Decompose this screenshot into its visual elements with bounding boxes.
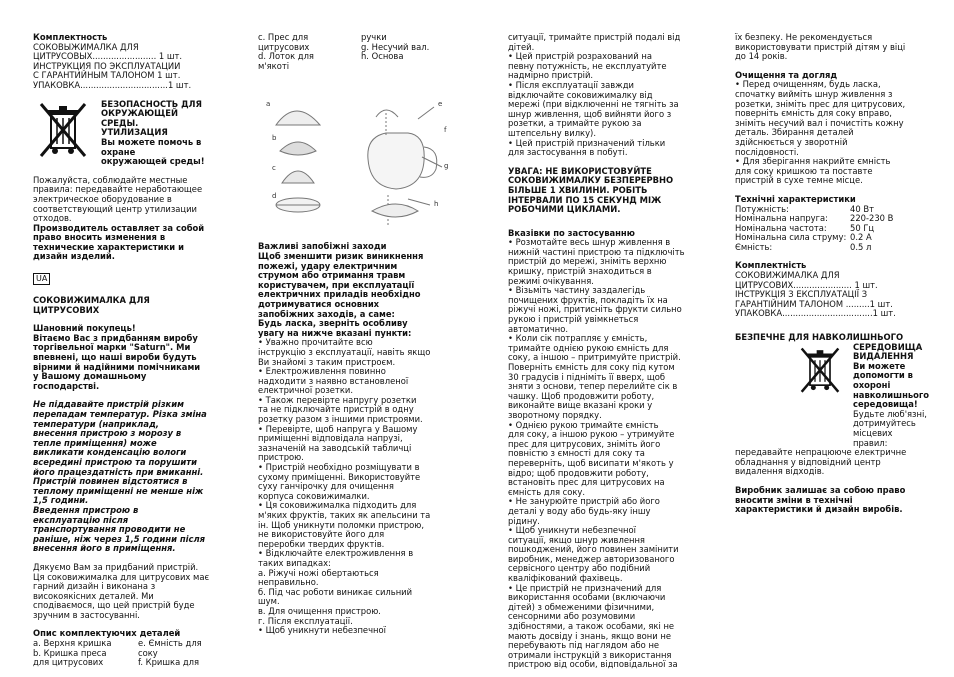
safety-line: в. Для очищення пристрою.: [258, 605, 381, 616]
warning-line: перепадам температур. Різка зміна: [33, 409, 207, 419]
safety-line: ситуації, тримайте пристрій подалі від: [508, 32, 681, 42]
diagram-label-e: e: [438, 100, 443, 109]
safety-line: пристрою.: [258, 452, 304, 463]
part-item: b. Кришка преса: [33, 647, 107, 658]
safety-title-line: дотримуватися основних: [258, 298, 380, 309]
thanks-line: гарний дизайн і виконана з: [33, 581, 156, 592]
usage-line: ріжучі ножі, притисніть фрукти сильно: [508, 304, 682, 315]
part-item: e. Ємність для: [138, 638, 202, 649]
usage-line: здібностями, а також особами, які не: [508, 621, 675, 632]
kit-list-ua: [735, 271, 925, 319]
warning-line: експлуатацію після: [33, 514, 129, 525]
crossed-bin-icon: [795, 343, 845, 449]
usage-line: • Щоб уникнути небезпечної: [508, 525, 636, 536]
diagram-label-f: f: [444, 126, 447, 135]
thanks-paragraph: [33, 563, 218, 621]
column-3: [508, 33, 698, 670]
tech-key: Номінальна напруга:: [735, 213, 828, 224]
kit-line: ЦИТРУСОВЫХ........................ 1 шт.: [33, 51, 183, 62]
safety-line: ін. Щоб уникнути поломки пристрою,: [258, 519, 425, 530]
safety-line: дітей.: [508, 41, 535, 52]
cleaning-title: Очищення та догляд: [735, 69, 838, 80]
kit-line: ИНСТРУКЦИЯ ПО ЭКСПЛУАТАЦИИ: [33, 60, 181, 71]
tech-specs-title: Технічні характеристики: [735, 193, 856, 204]
safety-line: інструкцію з експлуатації, навіть якщо: [258, 346, 431, 357]
part-item: g. Несучий вал.: [361, 41, 430, 52]
safety-line: відключайте соковижималку від: [508, 89, 653, 100]
eco-title-line: БЕЗПЕЧНЕ ДЛЯ НАВКОЛИШНЬОГО: [735, 332, 904, 343]
usage-line: мають досвіду і знань, якщо вони не: [508, 630, 671, 641]
usage-line: зворотному порядку.: [508, 409, 602, 420]
usage-line: рукою і пристрій увімкнеться: [508, 314, 639, 325]
language-code-badge: UA: [33, 273, 50, 285]
eco-title-line: БЕЗОПАСНОСТЬ ДЛЯ: [101, 98, 202, 109]
warning-line: Не піддавайте пристрій різким: [33, 399, 184, 410]
safety-line: приміщенні відповідала напрузі,: [258, 433, 403, 444]
parts-row: [258, 62, 463, 72]
safety-line: • Після експлуатації завжди: [508, 79, 634, 90]
part-item: для цитрусових: [33, 657, 104, 668]
maker-line: вносити зміни в технічні: [735, 494, 853, 505]
usage-line: • Не занурюйте пристрій або його: [508, 496, 660, 507]
kit-title-ua: Комплектність: [735, 260, 807, 271]
usage-line: використовувати пристрій дітям у віці: [735, 41, 906, 52]
cleaning-list: [735, 80, 925, 186]
kit-line: ГАРАНТІЙНИМ ТАЛОНОМ .........1 шт.: [735, 298, 893, 309]
usage-line: ситуації, якщо шнур живлення: [508, 534, 645, 545]
tech-key: Потужність:: [735, 203, 789, 214]
safety-line: неправильно.: [258, 577, 319, 588]
thanks-line: високоякісних деталей. Ми: [33, 590, 154, 601]
safety-line: таких випадках:: [258, 557, 331, 568]
safety-line: штепсельну вилку).: [508, 127, 596, 138]
safety-line: та не підключайте пристрій в одну: [258, 404, 414, 415]
safety-line: переробки твердих фруктів.: [258, 538, 385, 549]
usage-line: для соку, а іншою рукою – утримуйте: [508, 429, 675, 440]
usage-line: відро; щоб продовжити роботу,: [508, 467, 649, 478]
part-item: ручки: [361, 32, 387, 42]
maker-line: Производитель оставляет за собой: [33, 222, 205, 233]
thanks-line: Дякуємо Вам за придбаний пристрій.: [33, 561, 199, 572]
safety-line: • Відключайте електроживлення в: [258, 548, 414, 559]
tech-value: 50 Гц: [850, 222, 875, 233]
kit-title-ru: Комплектность: [33, 32, 108, 42]
usage-line: пошкоджений, його повинен замінити: [508, 544, 679, 555]
warning-line: всередині пристрою та порушити: [33, 456, 197, 467]
warning-line: ІНТЕРВАЛИ ПО 15 СЕКУНД МІЖ: [508, 194, 662, 205]
usage-line: Поверніть ємність для соку під кутом: [508, 362, 675, 372]
warning-line: Введення пристрою в: [33, 504, 139, 515]
cleaning-line: здійснюється у зворотній: [735, 136, 848, 147]
maker-line: технические характеристики и: [33, 241, 184, 252]
usage-line: • Візьміть частину заздалегідь: [508, 285, 646, 296]
warning-line: 1,5 години.: [33, 495, 89, 506]
safety-line: зазначеній на заводській табличці: [258, 442, 412, 453]
usage-line: 30 градусів і підніміть її вверх, щоб: [508, 371, 666, 382]
warning-line: його працездатність при вмиканні.: [33, 466, 204, 477]
safety-line: Ви знайомі з таким пристроєм.: [258, 356, 396, 367]
safety-line: • Щоб уникнути небезпечної: [258, 625, 386, 636]
usage-line: кваліфікований фахівець.: [508, 573, 623, 584]
eco-title-line: СРЕДЫ.: [101, 117, 139, 128]
parts-list-cont: [258, 33, 463, 71]
eco-body-line: місцевих правил:: [853, 427, 893, 448]
usage-line: дітей) з обмеженими фізичними,: [508, 601, 655, 612]
maker-line: дизайн изделий.: [33, 251, 115, 262]
safety-line: • Перевірте, щоб напруга у Вашому: [258, 423, 418, 434]
safety-line: розетку разом з іншими пристроями.: [258, 414, 423, 425]
usage-line: прес для цитрусових, зніміть його: [508, 438, 661, 449]
eco-help-line: Вы можете помочь в: [101, 136, 202, 147]
eco-body-line: дотримуйтесь: [853, 418, 916, 429]
warning-line: тепле приміщення) може: [33, 437, 157, 448]
safety-line: електричної розетки.: [258, 385, 353, 396]
cleaning-line: • Для зберігання накрийте ємність: [735, 156, 891, 167]
usage-line: виконайте вище вказані кроки у: [508, 400, 653, 411]
tech-key: Номінальна частота:: [735, 222, 827, 233]
safety-title-line: Щоб зменшити ризик виникнення: [258, 250, 424, 261]
diagram-label-b: b: [272, 134, 277, 143]
greeting-line: Вітаємо Вас з придбанням виробу: [33, 332, 198, 343]
eco-help-line: окружающей среды!: [101, 156, 205, 167]
usage-line: повністю з ємності для соку та: [508, 448, 645, 459]
warning-line: раніше, ніж через 1,5 години після: [33, 533, 205, 544]
safety-title-line: запобіжних заходів, а саме:: [258, 308, 395, 319]
maker-note-ru: [33, 224, 218, 262]
safety-line: • Цей пристрій призначений тільки: [508, 137, 666, 148]
usage-line: тримайте однією рукою ємність для: [508, 342, 669, 353]
tech-value: 0.2 А: [850, 232, 872, 243]
usage-list-cont: [735, 33, 925, 62]
cleaning-line: зніміть несучий вал і почистіть кожну: [735, 117, 904, 128]
greeting-line: торгівельної марки "Saturn". Ми: [33, 342, 191, 353]
kit-line: УПАКОВКА.................................1 шт.: [33, 79, 192, 90]
product-title-line: СОКОВИЖИМАЛКА ДЛЯ: [33, 295, 150, 306]
tech-value: 0.5 л: [850, 241, 872, 252]
parts-list: [33, 639, 218, 668]
usage-line: сервісного центру або подібний: [508, 563, 651, 574]
safety-list: [258, 338, 463, 635]
warning-line: внесення його в приміщення.: [33, 543, 176, 554]
kit-line: СОКОВЫЖИМАЛКА ДЛЯ: [33, 41, 139, 52]
eco-help-line: навколишнього: [853, 389, 930, 400]
thanks-line: Ця соковижималка для цитрусових має: [33, 571, 210, 582]
usage-line: режимі очікування.: [508, 275, 594, 286]
eco-body-line: правила: передавайте неработающее: [33, 184, 203, 195]
cleaning-line: для соку кришкою та поставте: [735, 165, 873, 176]
eco-block-ru: [33, 100, 218, 167]
usage-line: • Однією рукою тримайте ємність: [508, 419, 659, 430]
safety-line: не використовуйте його для: [258, 529, 385, 540]
part-item: f. Кришка для: [138, 657, 200, 668]
safety-line: корпуса соковижималки.: [258, 490, 370, 501]
tech-row: [735, 243, 925, 253]
eco-title-line: УТИЛИЗАЦИЯ: [101, 127, 168, 138]
diagram-label-c: c: [272, 164, 276, 173]
cleaning-line: • Перед очищенням, будь ласка,: [735, 79, 881, 90]
warning-line: транспортування проводити не: [33, 524, 186, 535]
usage-line: до 14 років.: [735, 51, 788, 62]
greeting-line: Шановний покупець!: [33, 323, 136, 334]
usage-line: виробник, менеджер авторизованого: [508, 553, 675, 564]
safety-line: • Електроживлення повинно: [258, 366, 386, 377]
crossed-bin-icon: [33, 100, 93, 167]
safety-line: а. Рiжучi ножі обертаються: [258, 567, 379, 578]
usage-line: використання особами (включаючи: [508, 592, 666, 603]
greeting-line: впевнені, що наші вироби будуть: [33, 352, 197, 363]
eco-body-line: обладнання у відповідний центр: [735, 456, 881, 467]
safety-line: мережі (при відключенні не тягніть за: [508, 99, 679, 110]
temperature-warning: [33, 400, 218, 554]
safety-title-line: електричних приладів необхідно: [258, 289, 421, 300]
usage-line: • Коли сік потрапляє у ємність,: [508, 333, 648, 344]
safety-title-line: пожежі, удару електричним: [258, 260, 398, 271]
eco-help-line: допомогти в охороні: [853, 370, 913, 390]
usage-line: кришку, пристрій знаходиться в: [508, 266, 652, 277]
safety-line: • Пристрій необхідно розміщувати в: [258, 462, 420, 473]
usage-line: соку, а іншою – притримуйте пристрій.: [508, 352, 681, 363]
part-item: h. Основа: [361, 51, 404, 62]
usage-line: почищених фруктів, покладіть їх на: [508, 294, 668, 305]
usage-line: отримали інструкцій з використання: [508, 649, 672, 660]
safety-title-line: увагу на нижче вказані пункти:: [258, 327, 412, 338]
maker-note-ua: [735, 486, 925, 515]
thanks-line: сподіваємося, що цей пристрій буде: [33, 600, 195, 611]
cleaning-line: деталь. Збирання деталей: [735, 127, 854, 138]
kit-line: С ГАРАНТИЙНЫМ ТАЛОНОМ 1 шт.: [33, 70, 181, 81]
warning-line: внесення пристрою з морозу в: [33, 428, 182, 439]
part-item: a. Верхня кришка: [33, 638, 112, 649]
parts-row: [33, 658, 218, 668]
part-item: d. Лоток для: [258, 51, 314, 62]
usage-line: • Це пристрій не призначений для: [508, 582, 662, 593]
warning-line: викликати конденсацію вологи: [33, 447, 187, 458]
safety-line: суху ганчірочку для очищення: [258, 481, 394, 492]
safety-title-line: користувачем, при експлуатації: [258, 279, 415, 290]
maker-line: право вносить изменения в: [33, 232, 166, 243]
safety-line: шум.: [258, 596, 280, 607]
kit-line: СОКОВИЖИМАЛКА ДЛЯ: [735, 270, 840, 281]
greeting-line: господарстві.: [33, 380, 100, 391]
safety-title-line: Будь ласка, зверніть особливу: [258, 318, 408, 329]
part-item: соку: [138, 647, 158, 658]
kit-line: ІНСТРУКЦІЯ З ЕКСПЛУАТАЦІЇ З: [735, 289, 868, 300]
safety-line: • Уважно прочитайте всю: [258, 337, 373, 348]
usage-line: рідину.: [508, 515, 540, 526]
usage-line: • Розмотайте весь шнур живлення в: [508, 237, 671, 248]
safety-line: • Ця соковижималка підходить для: [258, 500, 417, 511]
cleaning-line: послідовності.: [735, 146, 799, 157]
greeting-line: вірними й надійними помічниками: [33, 361, 201, 372]
cleaning-line: пристрій в сухе темне місце.: [735, 175, 863, 186]
eco-body-line: Будьте люб'язні,: [853, 408, 927, 419]
column-2: [258, 33, 463, 636]
greeting-line: у Вашому домашньому: [33, 371, 147, 382]
tech-value: 40 Вт: [850, 203, 874, 214]
cleaning-line: розетки, зніміть прес для цитрусових,: [735, 98, 906, 109]
tech-value: 220-230 В: [850, 213, 894, 224]
tech-key: Номінальна сила струму:: [735, 232, 847, 243]
usage-line: перебувають під наглядом або не: [508, 640, 660, 651]
usage-line: зняти з основи, тепер перелийте сік в: [508, 381, 678, 392]
warning-line: УВАГА: НЕ ВИКОРИСТОВУЙТЕ: [508, 165, 652, 176]
safety-line: шнур живлення, щоб вийняти його з: [508, 108, 672, 119]
safety-line: для застосування в побуті.: [508, 147, 628, 158]
eco-body-line: электрическое оборудование в: [33, 193, 172, 204]
safety-line: сухому приміщенні. Використовуйте: [258, 471, 421, 482]
kit-line: УПАКОВКА..................................1 шт.: [735, 308, 896, 319]
warning-line: температури (наприклад,: [33, 418, 159, 429]
product-title-line: ЦИТРУСОВИХ: [33, 304, 100, 315]
safety-line: надмірно пристрій.: [508, 70, 594, 81]
part-item: c. Прес для: [258, 32, 309, 42]
usage-line: встановіть прес для цитрусових на: [508, 477, 665, 488]
warning-line: Пристрій повинен відстоятися в: [33, 476, 188, 487]
eco-help-line: охране: [101, 146, 136, 157]
warning-line: СОКОВИЖИМАЛКУ БЕЗПЕРЕРВНО: [508, 175, 674, 186]
diagram-label-d: d: [272, 192, 277, 201]
usage-line: сенсорними або розумовими: [508, 611, 636, 622]
eco-title-line: СЕРЕДОВИЩА: [853, 341, 923, 352]
column-1: [33, 33, 218, 668]
eco-body-line: Пожалуйста, соблюдайте местные: [33, 174, 188, 185]
cleaning-line: поверніть ємність для соку вправо,: [735, 108, 892, 119]
safety-line: певну потужність, не експлуатуйте: [508, 60, 667, 71]
safety-line: м'яких фруктів, таких як апельсини та: [258, 510, 431, 520]
safety-title-line: Важливі запобіжні заходи: [258, 241, 387, 252]
safety-line: розетки, а тримайте рукою за: [508, 118, 642, 129]
safety-line: • Цей пристрій розрахований на: [508, 51, 652, 62]
safety-line: г. Після експлуатації.: [258, 615, 353, 626]
juicer-parts-diagram: [258, 77, 463, 232]
eco-block-ua: [735, 341, 930, 449]
usage-line: нижній частині пристрою та підключіть: [508, 246, 685, 257]
usage-line: ємність для соку.: [508, 486, 586, 497]
safety-list-cont: [508, 33, 698, 158]
greeting: [33, 324, 218, 391]
diagram-label-a: a: [266, 100, 271, 109]
part-item: цитрусових: [258, 41, 310, 52]
eco-help-line: середовища!: [853, 399, 918, 410]
part-item: м'якоті: [258, 60, 290, 71]
safety-line: б. Під час роботи виникає сильний: [258, 586, 413, 597]
warning-line: теплому приміщенні не менше ніж: [33, 485, 204, 496]
warning-line: БІЛЬШЕ 1 ХВИЛИНИ. РОБІТЬ: [508, 184, 648, 195]
safety-intro: [258, 242, 463, 338]
usage-line: пристрою від особи, відповідальної за: [508, 659, 678, 670]
eco-body-line: видалення відходів.: [735, 466, 825, 477]
column-4: [735, 32, 930, 515]
eco-body-ru: [33, 176, 218, 224]
usage-title: Вказівки по застосуванню: [508, 227, 635, 238]
usage-line: переверніть, щоб висипати м'якоть у: [508, 457, 674, 468]
usage-line: їх безпеку. Не рекомендується: [735, 32, 873, 42]
usage-line: деталі у воду або будь-яку іншу: [508, 505, 651, 516]
safety-line: • Також перевірте напругу розетки: [258, 394, 417, 405]
eco-body-line: отходов.: [33, 213, 72, 224]
parts-title: Опис комплектуючих деталей: [33, 628, 181, 639]
usage-time-warning: [508, 167, 698, 215]
safety-line: надходити з наявно встановленої: [258, 375, 409, 386]
warning-line: РОБОЧИМИ ЦИКЛАМИ.: [508, 204, 621, 215]
safety-title-line: струмом або отримання травм: [258, 270, 406, 281]
tech-key: Ємність:: [735, 241, 773, 252]
usage-line: пристрій до мережі, зніміть верхню: [508, 256, 667, 267]
eco-body-line: передавайте непрацюючe електричне: [735, 447, 907, 458]
thanks-line: зручним в застосуванні.: [33, 609, 140, 620]
maker-line: Виробник залишає за собою право: [735, 484, 906, 495]
usage-line: автоматично.: [508, 323, 569, 334]
eco-title-line: ОКРУЖАЮЩЕЙ: [101, 108, 178, 119]
diagram-label-g: g: [444, 162, 449, 171]
usage-line: чашку. Щоб продовжити роботу,: [508, 390, 655, 401]
eco-title-line: ВИДАЛЕННЯ: [853, 351, 914, 362]
tech-specs-table: [735, 205, 925, 253]
kit-list-ru: [33, 43, 218, 91]
maker-line: характеристики й дизайн виробів.: [735, 504, 903, 515]
diagram-label-h: h: [434, 200, 439, 209]
cleaning-line: спочатку вийміть шнур живлення з: [735, 88, 893, 99]
eco-help-line: Ви можете: [853, 360, 906, 371]
eco-body-line: соответствующий центр утилизации: [33, 203, 197, 214]
usage-list: [508, 238, 698, 670]
kit-line: ЦИТРУСОВИХ...................... 1 шт.: [735, 279, 878, 290]
